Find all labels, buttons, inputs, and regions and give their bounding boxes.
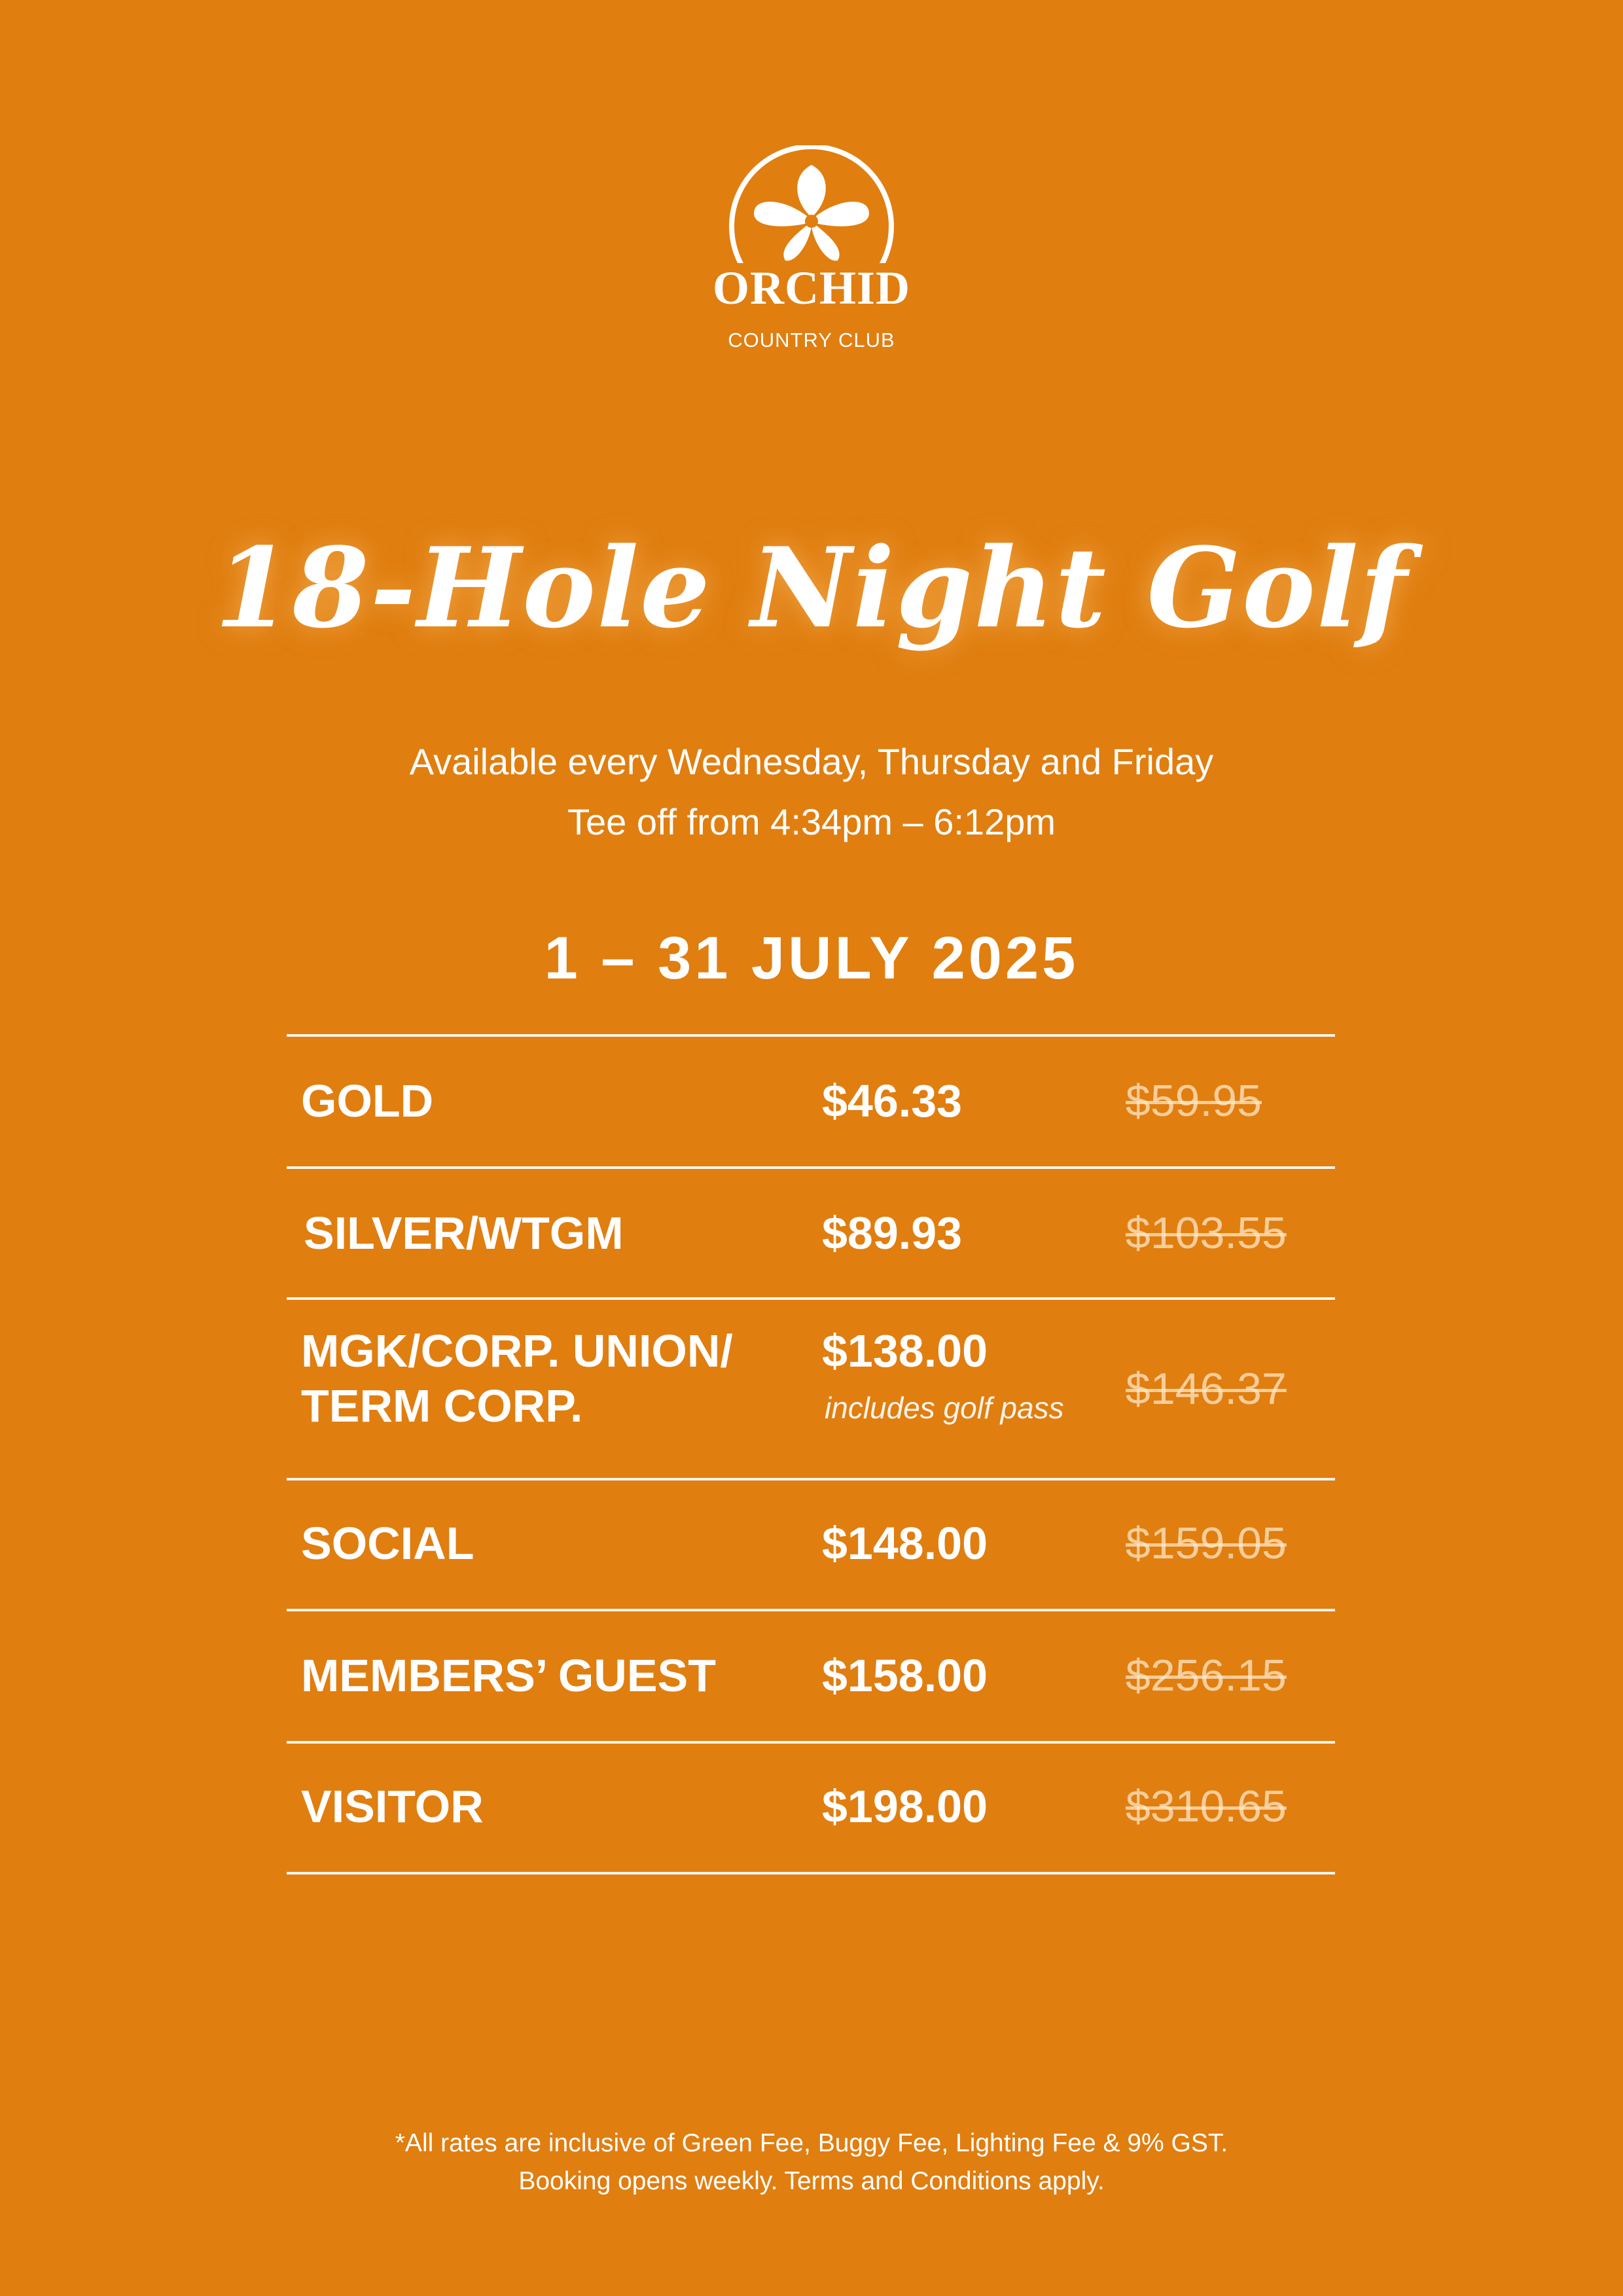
logo-subtitle: COUNTRY CLUB (728, 329, 895, 351)
rate-note: includes golf pass (825, 1391, 1064, 1425)
rate-row-visitor (287, 1744, 1335, 1874)
footer-terms: Booking opens weekly. Terms and Conditions apply. (518, 2167, 1105, 2195)
rate-category: SOCIAL (301, 1518, 474, 1569)
rate-category-line1: MGK/CORP. UNION/ (301, 1325, 733, 1376)
rate-category: VISITOR (301, 1781, 484, 1832)
rate-category-line2: TERM CORP. (301, 1380, 583, 1431)
rate-price: $198.00 (822, 1781, 988, 1832)
rates-table (287, 1034, 1335, 1874)
rate-row-gold (287, 1037, 1335, 1169)
date-range: 1 – 31 JULY 2025 (544, 925, 1079, 992)
rate-original-price: $103.55 (1126, 1208, 1287, 1258)
rate-original-price: $146.37 (1126, 1364, 1287, 1414)
rate-price: $138.00 (822, 1325, 988, 1376)
rate-original-price: $59.95 (1126, 1076, 1262, 1126)
rate-row-corporate (287, 1300, 1335, 1480)
rate-price: $158.00 (822, 1650, 988, 1701)
rate-category: MEMBERS’ GUEST (301, 1650, 716, 1701)
rate-original-price: $256.15 (1126, 1651, 1287, 1700)
footer-disclaimer: *All rates are inclusive of Green Fee, Buggy Fee, Lighting Fee & 9% GST. (395, 2129, 1228, 2157)
rate-original-price: $159.05 (1126, 1518, 1287, 1568)
rate-row-social (287, 1480, 1335, 1611)
club-logo (681, 145, 942, 361)
tee-off-times: Tee off from 4:34pm – 6:12pm (567, 801, 1056, 842)
rate-price: $46.33 (822, 1075, 963, 1126)
rate-original-price: $310.65 (1126, 1782, 1287, 1831)
rate-category: GOLD (301, 1075, 434, 1126)
page-title: 18-Hole Night Golf (214, 523, 1409, 653)
rate-category: SILVER/WTGM (304, 1208, 624, 1259)
rate-price: $148.00 (822, 1518, 988, 1569)
orchid-flower-icon (681, 145, 942, 263)
rate-price: $89.93 (822, 1208, 963, 1259)
rate-row-silver (287, 1169, 1335, 1300)
availability-days: Available every Wednesday, Thursday and Friday (409, 741, 1214, 782)
rate-row-members-guest (287, 1611, 1335, 1744)
logo-wordmark: ORCHID (712, 262, 910, 314)
